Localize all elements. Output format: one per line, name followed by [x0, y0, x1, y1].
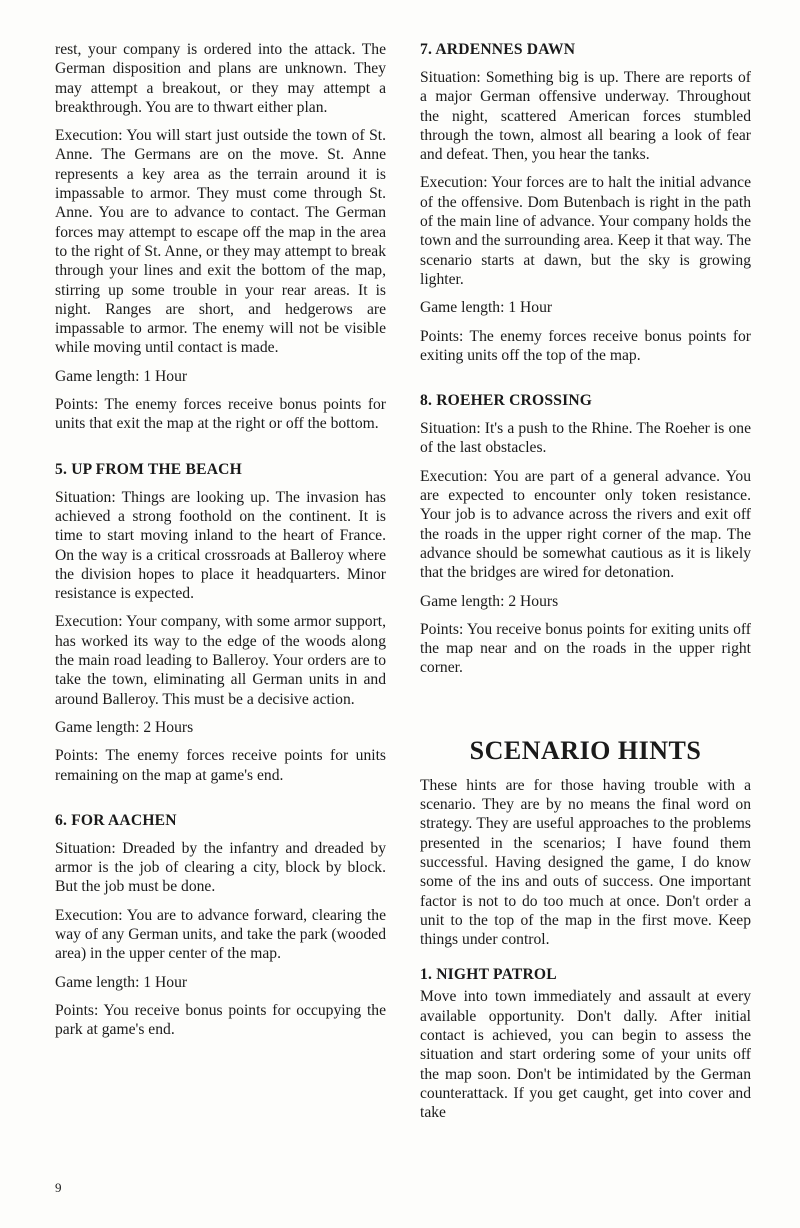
scenario-4-game-length: Game length: 1 Hour [55, 367, 188, 385]
scenario-6-game-length: Game length: 1 Hour [55, 973, 188, 991]
scenario-7-heading: 7. ARDENNES DAWN [420, 41, 576, 58]
right-column [420, 40, 751, 1131]
scenario-6-situation: Situation: Dreaded by the infantry and dreaded by armor is the job of clearing a city, block by block. But the job must be done. [55, 839, 386, 896]
scenario-5-situation: Situation: Things are looking up. The invasion has achieved a strong foothold on the continent. It is time to start moving inland to the heart of France. On the way is a critical crossroads at Balleroy where the division hopes to place it headquarters. Minor resistance is expected. [55, 488, 386, 603]
scenario-6-heading: 6. FOR AACHEN [55, 811, 177, 829]
page-number: 9 [55, 1180, 62, 1195]
left-column [55, 40, 386, 1048]
scenario-5-points: Points: The enemy forces receive points for units remaining on the map at game's end. [55, 747, 386, 784]
scenario-hints-heading: SCENARIO HINTS [469, 735, 702, 765]
scenario-6-execution: Execution: You are to advance forward, clearing the way of any German units, and take the park (wooded area) in the upper center of the map. [55, 906, 386, 963]
hint-1-heading: 1. NIGHT PATROL [420, 966, 557, 984]
scenario-5-execution: Execution: Your company, with some armor support, has worked its way to the edge of the woods along the main road leading to Balleroy. Your orders are to take the town, eliminating all German units in and around Balleroy. This must be a decisive action. [55, 613, 386, 708]
scenario-5-game-length: Game length: 2 Hours [55, 718, 194, 736]
scenario-4-points: Points: The enemy forces receive bonus points for units that exit the map at the right or off the bottom. [55, 396, 386, 433]
scenario-7-execution: Execution: Your forces are to halt the initial advance of the offensive. Dom Butenbach is right in the path of the main line of advance. Your company holds the town and the surrounding area. Keep it that way. The scenario starts at dawn, but the sky is growing lighter. [420, 174, 751, 288]
scenario-8-game-length: Game length: 2 Hours [420, 592, 559, 610]
scenario-4-continued-text: rest, your company is ordered into the attack. The German disposition and plans are unknown. They may attempt a breakout, or they may attempt a breakthrough. You are to thwart either plan. [55, 41, 386, 116]
scenario-5-heading: 5. UP FROM THE BEACH [55, 460, 242, 478]
hint-1-text: Move into town immediately and assault at every available opportunity. Don't dally. After initial contact is achieved, you can begin to assess the situation and start ordering some of your units off the map soon. Don't be intimidated by the German counterattack. If you get caught, get into cover and take [420, 988, 751, 1122]
scenario-8-execution: Execution: You are part of a general advance. You are expected to encounter only token resistance. Your job is to advance across the rivers and exit off the roads in the upper right corner of the map. The advance should be somewhat cautious as it is likely that the bridges are wired for detonation. [420, 467, 751, 582]
scenario-7-situation: Situation: Something big is up. There are reports of a major German offensive underway. Throughout the night, scattered American forces stumbled through the town, almost all bearing a look of fear and defeat. Then, you hear the tanks. [420, 69, 751, 164]
scenario-6-points: Points: You receive bonus points for occupying the park at game's end. [55, 1001, 386, 1039]
scenario-4-execution: Execution: You will start just outside the town of St. Anne. The Germans are on the move. St. Anne represents a key area as the terrain around it is impassable to armor. They must come through St. Anne. You are to advance to contact. The German forces may attempt to escape off the map in the area to the right of St. Anne, or they may attempt to break through your lines and exit the bottom of the map, stirring up some trouble in your rear areas. It is night. Ranges are short, and hedgerows are impassable to armor. The enemy will not be visible while moving until contact is made. [55, 127, 386, 357]
scenario-hints-intro: These hints are for those having trouble with a scenario. They are by no means the final word on strategy. They are useful approaches to the problems presented in the scenarios; I have found them successful. Having designed the game, I do know some of the ins and outs of success. One important factor is not to do too much at once. Don't order a unit to the top of the map in the first move. Keep things under control. [420, 776, 751, 949]
scenario-7-points: Points: The enemy forces receive bonus points for exiting units off the top of the map. [420, 327, 751, 364]
scenario-8-heading: 8. ROEHER CROSSING [420, 392, 593, 410]
scenario-7-game-length: Game length: 1 Hour [420, 299, 553, 317]
scenario-8-points: Points: You receive bonus points for exiting units off the map near and on the roads in the upper right corner. [420, 620, 751, 677]
scenario-8-situation: Situation: It's a push to the Rhine. The Roeher is one of the last obstacles. [420, 420, 751, 457]
